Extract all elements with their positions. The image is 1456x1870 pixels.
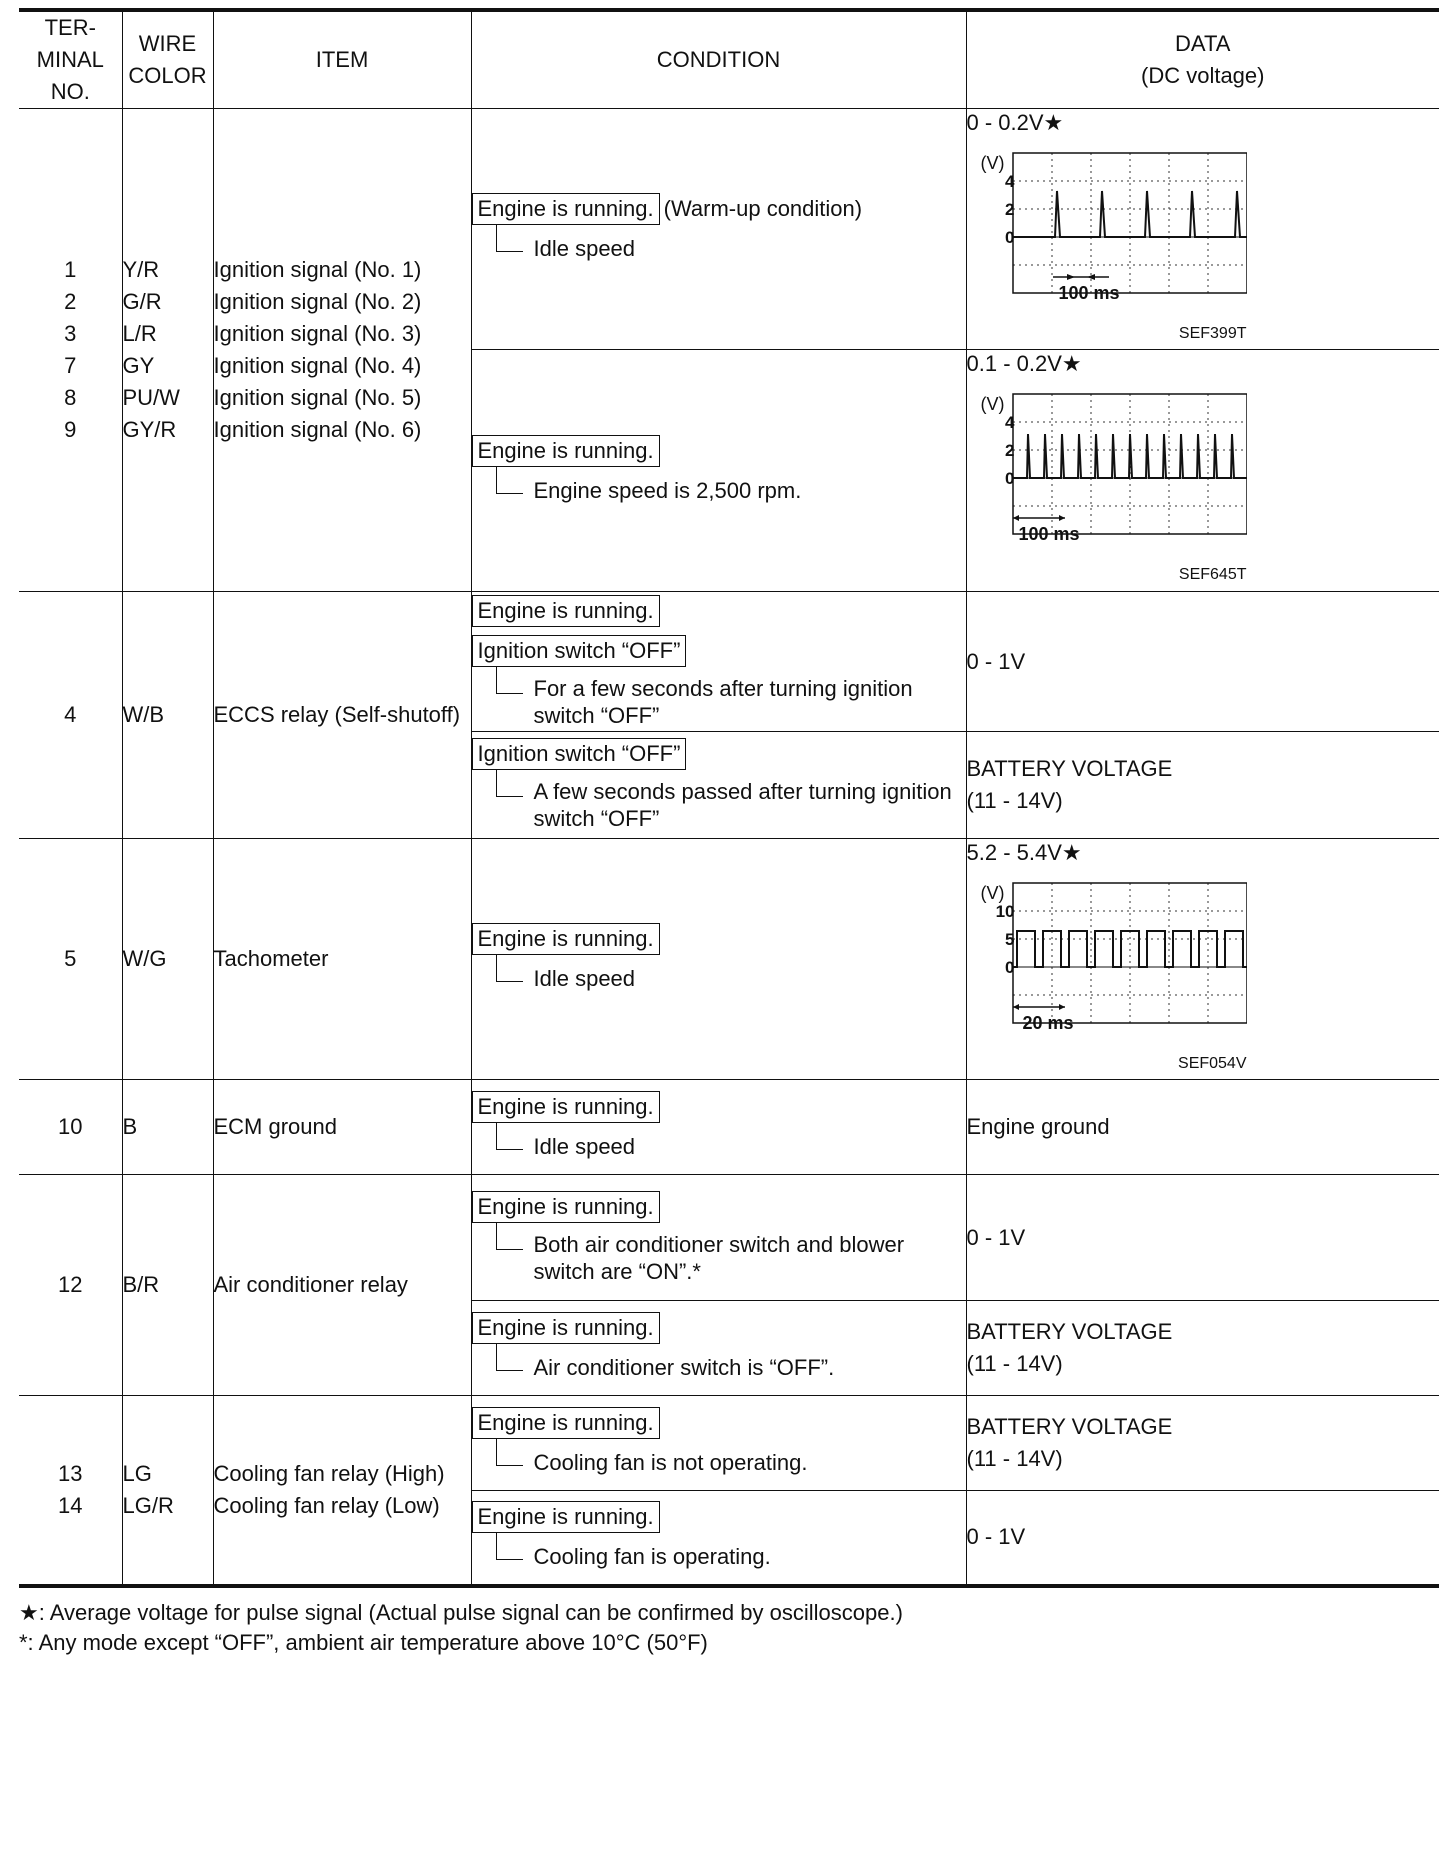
sub-condition: Idle speed (496, 233, 966, 265)
figure-reference: SEF645T (1178, 566, 1247, 583)
condition-box: Engine is running. (472, 1407, 660, 1439)
sub-condition: For a few seconds after turning ignition switch “OFF” (496, 675, 966, 729)
data-cell: BATTERY VOLTAGE (11 - 14V) (966, 1396, 1439, 1491)
sub-condition: Cooling fan is not operating. (496, 1447, 966, 1479)
ecm-terminal-table (19, 8, 1439, 1588)
condition-note: (Warm-up condition) (663, 196, 863, 221)
y-tick: 0 (1005, 469, 1015, 488)
condition-box: Ignition switch “OFF” (472, 635, 687, 667)
y-unit-label: (V) (980, 394, 1005, 414)
wire-color-cell: B/R (122, 1175, 213, 1396)
data-cell: 0 - 1V (966, 592, 1439, 732)
y-unit-label: (V) (980, 883, 1005, 903)
condition-box: Engine is running. (472, 1501, 660, 1533)
terminal-data-page (19, 8, 1439, 1658)
footnote-star: ★: Average voltage for pulse signal (Actual pulse signal can be confirmed by oscilloscope.) (19, 1599, 903, 1625)
y-tick: 10 (995, 902, 1015, 921)
item-cell: Ignition signal (No. 1) Ignition signal (No. 2) Ignition signal (No. 3) Ignition signal (No. 4) Ignition signal (No. 5) Ignition signal (No. 6) (213, 109, 471, 592)
sub-condition: Cooling fan is operating. (496, 1541, 966, 1573)
condition-box: Engine is running. (472, 435, 660, 467)
item-cell: Tachometer (213, 839, 471, 1080)
data-cell (966, 350, 1439, 592)
condition-cell (471, 1080, 966, 1175)
footnotes (19, 1598, 1439, 1658)
condition-cell (471, 592, 966, 732)
y-tick: 2 (1005, 200, 1015, 219)
wire-color-cell: W/B (122, 592, 213, 839)
voltage-value: 5.2 - 5.4V★ (966, 840, 1082, 865)
condition-cell (471, 109, 966, 350)
item-cell: ECCS relay (Self-shutoff) (213, 592, 471, 839)
data-cell (966, 109, 1439, 350)
item-cell: Air conditioner relay (213, 1175, 471, 1396)
wire-color-cell: Y/R G/R L/R GY PU/W GY/R (122, 109, 213, 592)
wire-color-cell: W/G (122, 839, 213, 1080)
header-wire-color: WIRE COLOR (122, 10, 213, 109)
y-tick: 2 (1005, 441, 1015, 460)
condition-cell (471, 1301, 966, 1396)
y-tick: 4 (1005, 413, 1015, 432)
y-tick: 0 (1005, 228, 1015, 247)
figure-reference: SEF054V (1178, 1055, 1247, 1072)
y-tick: 5 (1005, 930, 1015, 949)
condition-box: Engine is running. (472, 1091, 660, 1123)
header-condition: CONDITION (471, 10, 966, 109)
voltage-value: 0.1 - 0.2V★ (966, 351, 1082, 376)
table-row-ac-on (19, 1175, 1439, 1301)
terminal-cell: 13 14 (19, 1396, 122, 1586)
table-row-tachometer (19, 839, 1439, 1080)
sub-condition: Engine speed is 2,500 rpm. (496, 475, 966, 507)
condition-cell (471, 839, 966, 1080)
data-cell: BATTERY VOLTAGE (11 - 14V) (966, 732, 1439, 839)
item-cell: ECM ground (213, 1080, 471, 1175)
header-row (19, 10, 1439, 109)
oscilloscope-waveform (967, 873, 1247, 1073)
y-tick: 0 (1005, 958, 1015, 977)
condition-box: Engine is running. (472, 923, 660, 955)
y-unit-label: (V) (980, 153, 1005, 173)
data-cell: 0 - 1V (966, 1175, 1439, 1301)
sub-condition: Air conditioner switch is “OFF”. (496, 1352, 966, 1384)
item-cell: Cooling fan relay (High) Cooling fan relay (Low) (213, 1396, 471, 1586)
condition-box: Engine is running. (472, 193, 660, 225)
table-row-fan-off (19, 1396, 1439, 1491)
terminal-cell: 1 2 3 7 8 9 (19, 109, 122, 592)
condition-box: Ignition switch “OFF” (472, 738, 687, 770)
data-cell (966, 839, 1439, 1080)
oscilloscope-waveform (967, 143, 1247, 343)
table-row-ecm-ground (19, 1080, 1439, 1175)
time-scale-label: 100 ms (1058, 283, 1120, 303)
table-row-eccs-running (19, 592, 1439, 732)
condition-cell (471, 1175, 966, 1301)
condition-box: Engine is running. (472, 1191, 660, 1223)
oscilloscope-waveform (967, 384, 1247, 584)
terminal-cell: 5 (19, 839, 122, 1080)
figure-reference: SEF399T (1178, 325, 1247, 342)
terminal-cell: 12 (19, 1175, 122, 1396)
condition-box: Engine is running. (472, 1312, 660, 1344)
y-tick: 4 (1005, 172, 1015, 191)
wire-color-cell: LG LG/R (122, 1396, 213, 1586)
data-cell: BATTERY VOLTAGE (11 - 14V) (966, 1301, 1439, 1396)
condition-cell (471, 732, 966, 839)
voltage-value: 0 - 0.2V★ (966, 110, 1064, 135)
data-cell: Engine ground (966, 1080, 1439, 1175)
sub-condition: Idle speed (496, 963, 966, 995)
data-cell: 0 - 1V (966, 1491, 1439, 1586)
sub-condition: Idle speed (496, 1131, 966, 1163)
header-item: ITEM (213, 10, 471, 109)
condition-cell (471, 350, 966, 592)
condition-cell (471, 1396, 966, 1491)
terminal-cell: 4 (19, 592, 122, 839)
condition-box: Engine is running. (472, 595, 660, 627)
header-terminal: TER- MINAL NO. (19, 10, 122, 109)
header-data: DATA (DC voltage) (966, 10, 1439, 109)
terminal-cell: 10 (19, 1080, 122, 1175)
wire-color-cell: B (122, 1080, 213, 1175)
condition-cell (471, 1491, 966, 1586)
table-row-ignition-idle (19, 109, 1439, 350)
footnote-asterisk: *: Any mode except “OFF”, ambient air temperature above 10°C (50°F) (19, 1629, 708, 1655)
sub-condition: A few seconds passed after turning ignition switch “OFF” (496, 778, 966, 832)
time-scale-label: 20 ms (1022, 1013, 1074, 1033)
time-scale-label: 100 ms (1018, 524, 1080, 544)
sub-condition: Both air conditioner switch and blower switch are “ON”.* (496, 1231, 966, 1285)
